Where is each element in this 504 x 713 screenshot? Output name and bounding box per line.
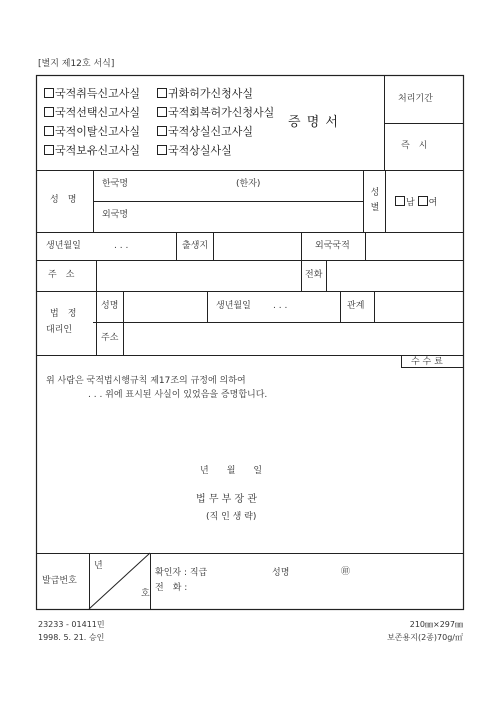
paper-type: 보존용지(2종)70g/㎡: [387, 633, 463, 642]
statement-line-2: . . . 위에 표시된 사실이 있었음을 증명합니다.: [88, 390, 268, 400]
name-label: 성 명: [50, 195, 77, 205]
checkbox-icon[interactable]: [157, 107, 167, 117]
checkbox-icon[interactable]: [44, 145, 54, 155]
gender-label: 성별: [370, 188, 380, 213]
checkbox-item[interactable]: 귀화허가신청사실: [157, 88, 253, 99]
korean-name-label: 한국명: [102, 179, 129, 189]
checkbox-icon[interactable]: [157, 126, 167, 136]
statement-line-1: 위 사람은 국적법시행규칙 제17조의 규정에 의하여: [46, 376, 246, 386]
hanja-label: (한자): [236, 179, 261, 189]
address-label: 주 소: [48, 270, 75, 280]
confirmer-rank-label: 확인자 : 직급: [155, 568, 208, 578]
checkbox-item[interactable]: 국적취득신고사실: [44, 88, 140, 99]
issuer-name: 법 무 부 장 관: [196, 494, 258, 505]
checkbox-item[interactable]: 국적상실신고사실: [157, 126, 253, 137]
fee-label: 수 수 료: [411, 357, 443, 367]
checkbox-item[interactable]: 국적이탈신고사실: [44, 126, 140, 137]
processing-period-label: 처리기간: [398, 94, 433, 104]
checkbox-icon[interactable]: [44, 88, 54, 98]
seal-omitted: (직 인 생 략): [206, 512, 257, 522]
gender-options: 남 여: [395, 196, 437, 208]
rep-birth-dots: . . .: [273, 301, 288, 311]
confirmer-phone-label: 전 화 :: [155, 583, 188, 593]
checkbox-icon[interactable]: [395, 196, 405, 206]
birth-label: 생년월일: [46, 241, 81, 251]
checkbox-icon[interactable]: [157, 145, 167, 155]
checkbox-item[interactable]: 국적상실사실: [157, 145, 232, 156]
issue-year-label: 년: [94, 561, 103, 571]
checkbox-item[interactable]: 국적회복허가신청사실: [157, 107, 274, 118]
checkbox-icon[interactable]: [157, 88, 167, 98]
checkbox-item[interactable]: 국적보유신고사실: [44, 145, 140, 156]
issue-number-label: 발급번호: [42, 576, 77, 586]
rep-relation-label: 관계: [347, 301, 365, 311]
rep-name-label: 성명: [101, 301, 119, 311]
birthplace-label: 출생지: [182, 241, 209, 251]
seal-mark-icon: ㊞: [341, 567, 351, 577]
issue-date: 년 월 일: [200, 466, 263, 476]
legal-rep-label: 법 정: [50, 309, 77, 319]
foreign-name-label: 외국명: [102, 210, 129, 220]
foreign-nationality-label: 외국국적: [315, 241, 350, 251]
form-title: 증 명 서: [288, 115, 339, 130]
issue-number-suffix: 호: [141, 589, 150, 599]
form-code: 23233 - 01411민: [38, 620, 105, 629]
approval-date: 1998. 5. 21. 승인: [38, 633, 105, 642]
rep-birth-label: 생년월일: [216, 301, 251, 311]
rep-address-label: 주소: [101, 333, 119, 343]
checkbox-icon[interactable]: [44, 107, 54, 117]
paper-size: 210㎜×297㎜: [409, 620, 463, 629]
checkbox-icon[interactable]: [44, 126, 54, 136]
legal-rep-label-2: 대리인: [46, 325, 73, 335]
phone-label: 전화: [305, 270, 323, 280]
birth-date-dots: . . .: [114, 241, 129, 251]
checkbox-icon[interactable]: [418, 196, 428, 206]
processing-period-value: 즉 시: [401, 141, 428, 151]
checkbox-item[interactable]: 국적선택신고사실: [44, 107, 140, 118]
confirmer-name-label: 성명: [272, 568, 290, 578]
form-number: [별지 제12호 서식]: [38, 59, 115, 69]
